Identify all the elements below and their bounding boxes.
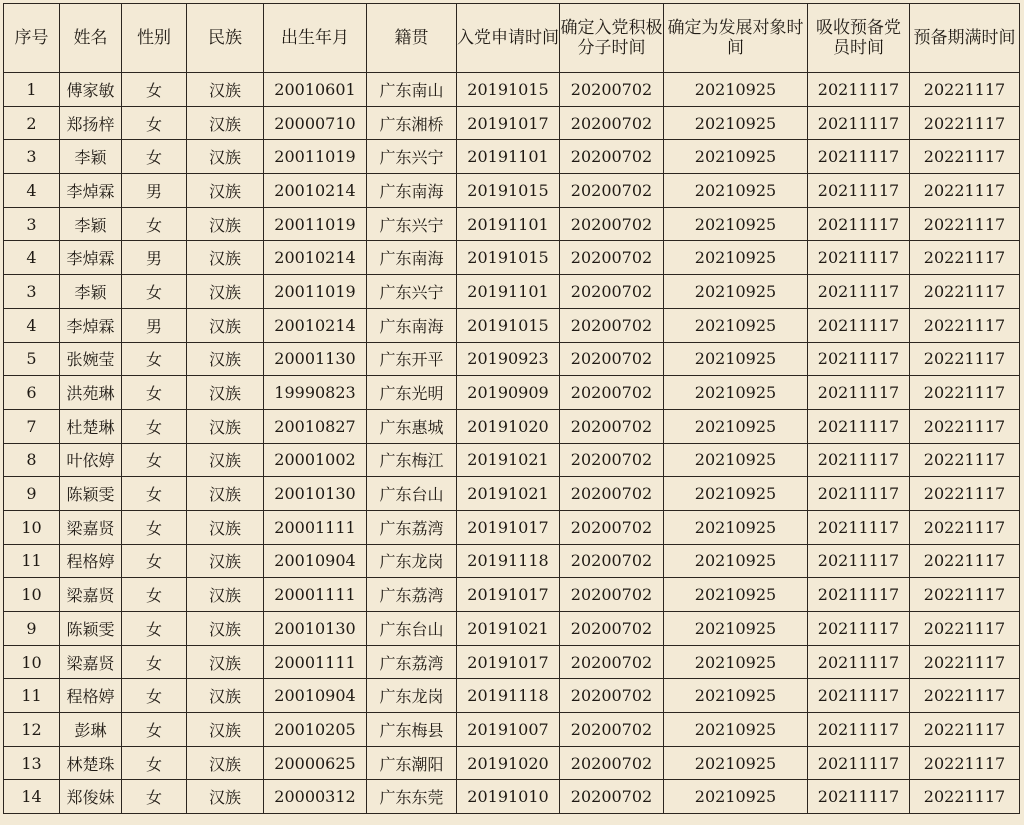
cell-col-activist-date: 20200702 [560,409,664,443]
cell-col-name: 梁嘉贤 [60,578,122,612]
table-row [4,409,1020,443]
cell-col-origin: 广东东莞 [367,780,457,814]
cell-col-application-date: 20191010 [457,780,560,814]
cell-col-activist-date: 20200702 [560,443,664,477]
cell-col-birth: 20001111 [264,510,367,544]
cell-col-probationary-date: 20211117 [808,713,910,747]
table-row [4,679,1020,713]
cell-col-birth: 20010214 [264,241,367,275]
cell-col-activist-date: 20200702 [560,174,664,208]
cell-col-probationary-date: 20211117 [808,140,910,174]
header-col-birth: 出生年月 [264,4,367,73]
table-row [4,73,1020,107]
cell-col-ethnicity: 汉族 [187,713,264,747]
cell-col-activist-date: 20200702 [560,746,664,780]
cell-col-ethnicity: 汉族 [187,106,264,140]
cell-col-probationary-date: 20211117 [808,612,910,646]
cell-col-activist-date: 20200702 [560,140,664,174]
cell-col-candidate-date: 20210925 [664,746,808,780]
cell-col-probationary-date: 20211117 [808,510,910,544]
cell-col-birth: 20000710 [264,106,367,140]
cell-col-origin: 广东台山 [367,477,457,511]
cell-col-ethnicity: 汉族 [187,443,264,477]
cell-col-seq: 12 [4,713,60,747]
cell-col-full-member-date: 20221117 [910,376,1020,410]
cell-col-origin: 广东梅县 [367,713,457,747]
cell-col-gender: 女 [122,342,187,376]
cell-col-application-date: 20191017 [457,106,560,140]
cell-col-seq: 10 [4,510,60,544]
cell-col-activist-date: 20200702 [560,679,664,713]
cell-col-gender: 女 [122,409,187,443]
cell-col-ethnicity: 汉族 [187,140,264,174]
cell-col-full-member-date: 20221117 [910,645,1020,679]
table-row [4,510,1020,544]
cell-col-gender: 男 [122,174,187,208]
cell-col-name: 李焯霖 [60,174,122,208]
cell-col-candidate-date: 20210925 [664,578,808,612]
table-row [4,578,1020,612]
cell-col-application-date: 20191015 [457,73,560,107]
cell-col-probationary-date: 20211117 [808,477,910,511]
cell-col-application-date: 20190923 [457,342,560,376]
cell-col-candidate-date: 20210925 [664,73,808,107]
cell-col-ethnicity: 汉族 [187,510,264,544]
cell-col-origin: 广东惠城 [367,409,457,443]
cell-col-probationary-date: 20211117 [808,376,910,410]
cell-col-birth: 20001002 [264,443,367,477]
cell-col-gender: 女 [122,645,187,679]
cell-col-seq: 1 [4,73,60,107]
cell-col-application-date: 20191020 [457,746,560,780]
cell-col-origin: 广东龙岗 [367,679,457,713]
cell-col-gender: 女 [122,207,187,241]
cell-col-ethnicity: 汉族 [187,174,264,208]
header-col-origin: 籍贯 [367,4,457,73]
cell-col-activist-date: 20200702 [560,241,664,275]
cell-col-ethnicity: 汉族 [187,342,264,376]
cell-col-full-member-date: 20221117 [910,73,1020,107]
cell-col-ethnicity: 汉族 [187,645,264,679]
cell-col-probationary-date: 20211117 [808,780,910,814]
cell-col-birth: 20001130 [264,342,367,376]
cell-col-candidate-date: 20210925 [664,409,808,443]
cell-col-full-member-date: 20221117 [910,106,1020,140]
cell-col-seq: 10 [4,578,60,612]
cell-col-birth: 20010904 [264,679,367,713]
cell-col-ethnicity: 汉族 [187,578,264,612]
cell-col-gender: 女 [122,780,187,814]
cell-col-full-member-date: 20221117 [910,713,1020,747]
cell-col-full-member-date: 20221117 [910,780,1020,814]
table-row [4,713,1020,747]
cell-col-application-date: 20191118 [457,679,560,713]
cell-col-birth: 20010904 [264,544,367,578]
cell-col-ethnicity: 汉族 [187,207,264,241]
cell-col-name: 梁嘉贤 [60,510,122,544]
cell-col-gender: 女 [122,376,187,410]
cell-col-candidate-date: 20210925 [664,645,808,679]
cell-col-seq: 9 [4,612,60,646]
cell-col-application-date: 20191101 [457,275,560,309]
cell-col-origin: 广东开平 [367,342,457,376]
cell-col-seq: 2 [4,106,60,140]
cell-col-full-member-date: 20221117 [910,679,1020,713]
cell-col-seq: 14 [4,780,60,814]
cell-col-gender: 女 [122,544,187,578]
cell-col-name: 陈颖雯 [60,477,122,511]
cell-col-ethnicity: 汉族 [187,409,264,443]
cell-col-birth: 20010130 [264,477,367,511]
cell-col-name: 杜楚琳 [60,409,122,443]
cell-col-origin: 广东兴宁 [367,275,457,309]
cell-col-seq: 13 [4,746,60,780]
cell-col-probationary-date: 20211117 [808,746,910,780]
header-col-activist-date: 确定入党积极分子时间 [560,4,664,73]
cell-col-candidate-date: 20210925 [664,477,808,511]
cell-col-origin: 广东兴宁 [367,207,457,241]
cell-col-full-member-date: 20221117 [910,174,1020,208]
party-member-table [3,3,1020,814]
cell-col-name: 洪苑琳 [60,376,122,410]
cell-col-origin: 广东南海 [367,174,457,208]
cell-col-seq: 10 [4,645,60,679]
cell-col-full-member-date: 20221117 [910,443,1020,477]
cell-col-birth: 20010827 [264,409,367,443]
cell-col-probationary-date: 20211117 [808,207,910,241]
cell-col-seq: 3 [4,275,60,309]
cell-col-application-date: 20191101 [457,140,560,174]
cell-col-candidate-date: 20210925 [664,544,808,578]
table-row [4,612,1020,646]
cell-col-name: 张婉莹 [60,342,122,376]
cell-col-probationary-date: 20211117 [808,308,910,342]
cell-col-application-date: 20191017 [457,645,560,679]
cell-col-candidate-date: 20210925 [664,275,808,309]
cell-col-seq: 11 [4,679,60,713]
cell-col-origin: 广东潮阳 [367,746,457,780]
cell-col-candidate-date: 20210925 [664,140,808,174]
cell-col-full-member-date: 20221117 [910,409,1020,443]
cell-col-activist-date: 20200702 [560,713,664,747]
table-row [4,342,1020,376]
cell-col-application-date: 20191020 [457,409,560,443]
cell-col-name: 林楚珠 [60,746,122,780]
table-row [4,780,1020,814]
cell-col-application-date: 20191017 [457,510,560,544]
cell-col-probationary-date: 20211117 [808,275,910,309]
cell-col-ethnicity: 汉族 [187,612,264,646]
cell-col-full-member-date: 20221117 [910,140,1020,174]
table-row [4,645,1020,679]
cell-col-birth: 19990823 [264,376,367,410]
cell-col-origin: 广东兴宁 [367,140,457,174]
cell-col-application-date: 20191015 [457,308,560,342]
cell-col-activist-date: 20200702 [560,275,664,309]
cell-col-application-date: 20190909 [457,376,560,410]
cell-col-ethnicity: 汉族 [187,544,264,578]
cell-col-activist-date: 20200702 [560,207,664,241]
cell-col-birth: 20001111 [264,578,367,612]
cell-col-full-member-date: 20221117 [910,477,1020,511]
cell-col-ethnicity: 汉族 [187,376,264,410]
cell-col-gender: 女 [122,713,187,747]
cell-col-seq: 9 [4,477,60,511]
cell-col-candidate-date: 20210925 [664,342,808,376]
cell-col-name: 李焯霖 [60,308,122,342]
cell-col-seq: 4 [4,308,60,342]
cell-col-gender: 女 [122,477,187,511]
table-row [4,443,1020,477]
cell-col-probationary-date: 20211117 [808,443,910,477]
cell-col-probationary-date: 20211117 [808,679,910,713]
table-row [4,207,1020,241]
table-row [4,477,1020,511]
cell-col-candidate-date: 20210925 [664,612,808,646]
cell-col-activist-date: 20200702 [560,477,664,511]
cell-col-activist-date: 20200702 [560,510,664,544]
cell-col-activist-date: 20200702 [560,544,664,578]
cell-col-origin: 广东光明 [367,376,457,410]
cell-col-seq: 7 [4,409,60,443]
cell-col-full-member-date: 20221117 [910,544,1020,578]
cell-col-seq: 3 [4,207,60,241]
table-row [4,275,1020,309]
cell-col-activist-date: 20200702 [560,578,664,612]
cell-col-probationary-date: 20211117 [808,544,910,578]
cell-col-activist-date: 20200702 [560,308,664,342]
cell-col-seq: 6 [4,376,60,410]
cell-col-birth: 20010601 [264,73,367,107]
cell-col-probationary-date: 20211117 [808,578,910,612]
cell-col-origin: 广东龙岗 [367,544,457,578]
cell-col-gender: 女 [122,510,187,544]
cell-col-candidate-date: 20210925 [664,510,808,544]
cell-col-ethnicity: 汉族 [187,780,264,814]
table-row [4,308,1020,342]
cell-col-gender: 女 [122,140,187,174]
cell-col-name: 李颖 [60,275,122,309]
cell-col-seq: 3 [4,140,60,174]
cell-col-activist-date: 20200702 [560,612,664,646]
cell-col-origin: 广东荔湾 [367,645,457,679]
cell-col-activist-date: 20200702 [560,645,664,679]
cell-col-candidate-date: 20210925 [664,679,808,713]
cell-col-full-member-date: 20221117 [910,612,1020,646]
cell-col-full-member-date: 20221117 [910,510,1020,544]
cell-col-probationary-date: 20211117 [808,645,910,679]
cell-col-activist-date: 20200702 [560,342,664,376]
cell-col-birth: 20011019 [264,275,367,309]
table-header-row [4,4,1020,73]
member-table-container [3,3,1019,814]
header-col-seq: 序号 [4,4,60,73]
cell-col-full-member-date: 20221117 [910,241,1020,275]
cell-col-probationary-date: 20211117 [808,174,910,208]
header-col-ethnicity: 民族 [187,4,264,73]
cell-col-name: 陈颖雯 [60,612,122,646]
cell-col-gender: 女 [122,106,187,140]
cell-col-application-date: 20191021 [457,443,560,477]
table-row [4,106,1020,140]
cell-col-application-date: 20191015 [457,174,560,208]
cell-col-birth: 20000625 [264,746,367,780]
cell-col-ethnicity: 汉族 [187,477,264,511]
header-col-candidate-date: 确定为发展对象时间 [664,4,808,73]
cell-col-gender: 女 [122,275,187,309]
table-row [4,544,1020,578]
table-body [4,73,1020,814]
cell-col-gender: 女 [122,679,187,713]
cell-col-seq: 11 [4,544,60,578]
cell-col-candidate-date: 20210925 [664,207,808,241]
cell-col-candidate-date: 20210925 [664,713,808,747]
cell-col-candidate-date: 20210925 [664,241,808,275]
cell-col-activist-date: 20200702 [560,780,664,814]
header-col-full-member-date: 预备期满时间 [910,4,1020,73]
cell-col-name: 程格婷 [60,544,122,578]
cell-col-probationary-date: 20211117 [808,106,910,140]
header-col-probationary-date: 吸收预备党员时间 [808,4,910,73]
cell-col-application-date: 20191021 [457,477,560,511]
cell-col-origin: 广东台山 [367,612,457,646]
cell-col-activist-date: 20200702 [560,73,664,107]
cell-col-gender: 女 [122,578,187,612]
header-col-name: 姓名 [60,4,122,73]
cell-col-application-date: 20191118 [457,544,560,578]
cell-col-gender: 女 [122,443,187,477]
cell-col-ethnicity: 汉族 [187,679,264,713]
cell-col-gender: 男 [122,308,187,342]
cell-col-application-date: 20191021 [457,612,560,646]
cell-col-full-member-date: 20221117 [910,207,1020,241]
cell-col-birth: 20011019 [264,140,367,174]
table-row [4,376,1020,410]
header-col-application-date: 入党申请时间 [457,4,560,73]
cell-col-seq: 5 [4,342,60,376]
cell-col-origin: 广东南海 [367,241,457,275]
cell-col-candidate-date: 20210925 [664,106,808,140]
cell-col-name: 郑俊妹 [60,780,122,814]
cell-col-origin: 广东荔湾 [367,510,457,544]
cell-col-birth: 20001111 [264,645,367,679]
cell-col-birth: 20010214 [264,308,367,342]
cell-col-birth: 20010130 [264,612,367,646]
cell-col-origin: 广东梅江 [367,443,457,477]
cell-col-name: 李颖 [60,140,122,174]
cell-col-activist-date: 20200702 [560,376,664,410]
cell-col-probationary-date: 20211117 [808,342,910,376]
cell-col-ethnicity: 汉族 [187,73,264,107]
cell-col-probationary-date: 20211117 [808,73,910,107]
cell-col-birth: 20000312 [264,780,367,814]
table-row [4,241,1020,275]
cell-col-candidate-date: 20210925 [664,376,808,410]
cell-col-candidate-date: 20210925 [664,174,808,208]
cell-col-name: 李颖 [60,207,122,241]
cell-col-application-date: 20191007 [457,713,560,747]
cell-col-birth: 20010214 [264,174,367,208]
cell-col-name: 彭琳 [60,713,122,747]
cell-col-ethnicity: 汉族 [187,746,264,780]
cell-col-name: 傅家敏 [60,73,122,107]
cell-col-application-date: 20191015 [457,241,560,275]
cell-col-name: 梁嘉贤 [60,645,122,679]
cell-col-origin: 广东荔湾 [367,578,457,612]
cell-col-ethnicity: 汉族 [187,275,264,309]
cell-col-activist-date: 20200702 [560,106,664,140]
cell-col-full-member-date: 20221117 [910,342,1020,376]
cell-col-seq: 4 [4,241,60,275]
cell-col-gender: 女 [122,612,187,646]
cell-col-ethnicity: 汉族 [187,308,264,342]
cell-col-name: 程格婷 [60,679,122,713]
cell-col-origin: 广东湘桥 [367,106,457,140]
cell-col-name: 叶依婷 [60,443,122,477]
cell-col-application-date: 20191017 [457,578,560,612]
cell-col-seq: 8 [4,443,60,477]
cell-col-probationary-date: 20211117 [808,409,910,443]
cell-col-ethnicity: 汉族 [187,241,264,275]
cell-col-gender: 女 [122,746,187,780]
cell-col-full-member-date: 20221117 [910,578,1020,612]
cell-col-full-member-date: 20221117 [910,746,1020,780]
table-row [4,746,1020,780]
cell-col-origin: 广东南山 [367,73,457,107]
cell-col-gender: 男 [122,241,187,275]
cell-col-birth: 20011019 [264,207,367,241]
cell-col-name: 李焯霖 [60,241,122,275]
table-row [4,140,1020,174]
cell-col-application-date: 20191101 [457,207,560,241]
header-col-gender: 性别 [122,4,187,73]
cell-col-full-member-date: 20221117 [910,275,1020,309]
cell-col-candidate-date: 20210925 [664,308,808,342]
cell-col-name: 郑扬梓 [60,106,122,140]
cell-col-birth: 20010205 [264,713,367,747]
cell-col-origin: 广东南海 [367,308,457,342]
cell-col-candidate-date: 20210925 [664,443,808,477]
cell-col-seq: 4 [4,174,60,208]
cell-col-full-member-date: 20221117 [910,308,1020,342]
cell-col-candidate-date: 20210925 [664,780,808,814]
cell-col-probationary-date: 20211117 [808,241,910,275]
table-row [4,174,1020,208]
cell-col-gender: 女 [122,73,187,107]
